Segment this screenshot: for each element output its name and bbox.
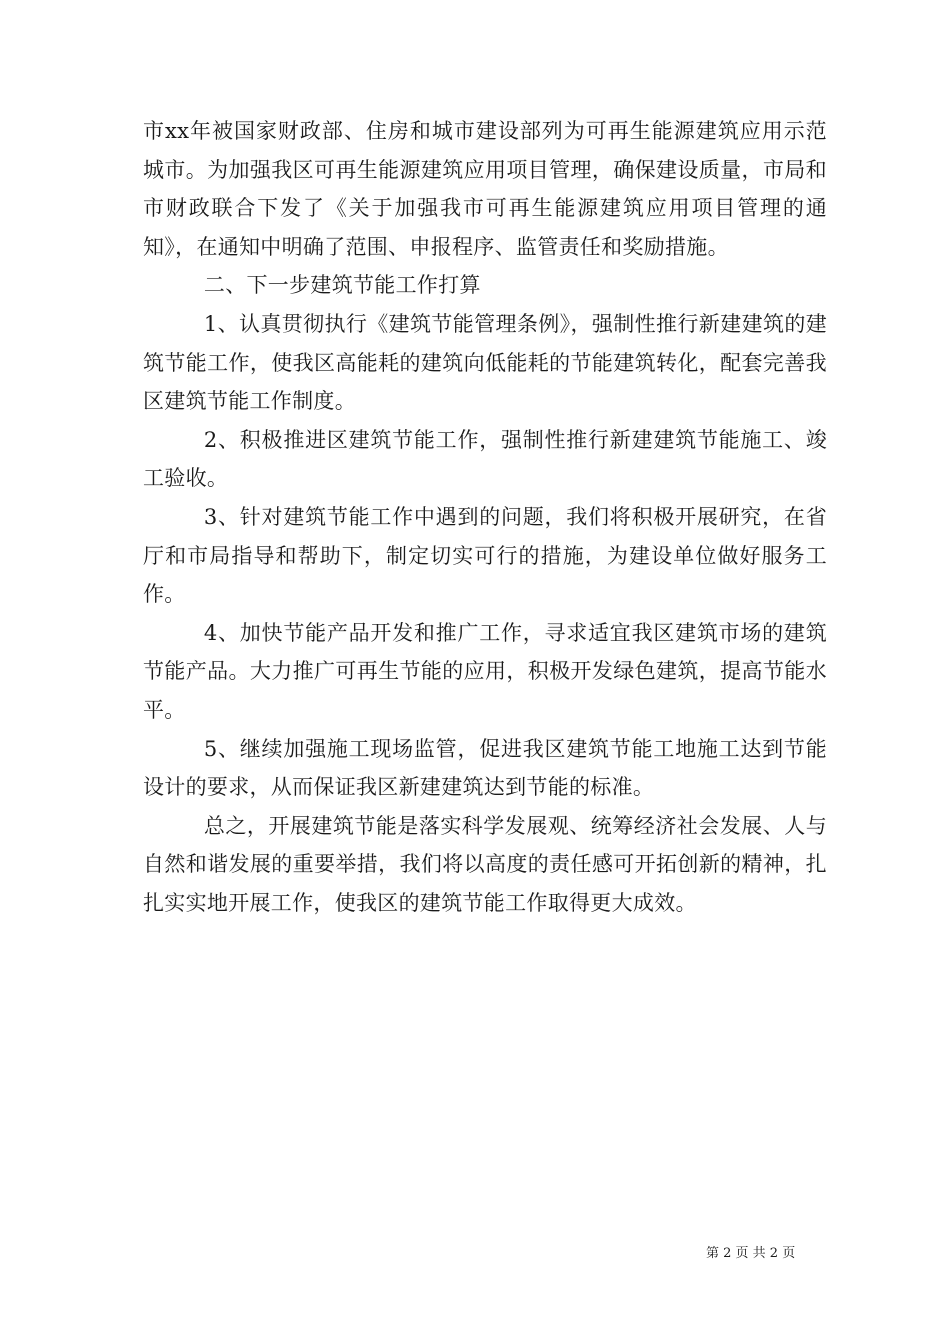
document-body (143, 112, 827, 922)
paragraph-intro-continued: 市xx年被国家财政部、住房和城市建设部列为可再生能源建筑应用示范城市。为加强我区可再生能源建筑应用项目管理，确保建设质量，市局和市财政联合下发了《关于加强我市可再生能源建筑应用项目管理的通知》，在通知中明确了范围、申报程序、监管责任和奖励措施。 (143, 119, 827, 259)
page-number-footer: 第 2 页 共 2 页 (706, 1246, 796, 1261)
list-item-2: 2、积极推进区建筑节能工作，强制性推行新建建筑节能施工、竣工验收。 (143, 427, 827, 491)
list-item-4: 4、加快节能产品开发和推广工作，寻求适宜我区建筑市场的建筑节能产品。大力推广可再生节能的应用，积极开发绿色建筑，提高节能水平。 (143, 620, 827, 722)
list-item-5: 5、继续加强施工现场监管，促进我区建筑节能工地施工达到节能设计的要求，从而保证我区新建建筑达到节能的标准。 (143, 736, 827, 800)
list-item-1: 1、认真贯彻执行《建筑节能管理条例》，强制性推行新建建筑的建筑节能工作，使我区高能耗的建筑向低能耗的节能建筑转化，配套完善我区建筑节能工作制度。 (143, 311, 827, 414)
paragraph-conclusion: 总之，开展建筑节能是落实科学发展观、统筹经济社会发展、人与自然和谐发展的重要举措，我们将以高度的责任感可开拓创新的精神，扎扎实实地开展工作，使我区的建筑节能工作取得更大成效。 (143, 813, 827, 915)
section-heading-next-steps: 二、下一步建筑节能工作打算 (203, 273, 481, 298)
list-item-3: 3、针对建筑节能工作中遇到的问题，我们将积极开展研究，在省厅和市局指导和帮助下，制定切实可行的措施，为建设单位做好服务工作。 (143, 504, 827, 607)
